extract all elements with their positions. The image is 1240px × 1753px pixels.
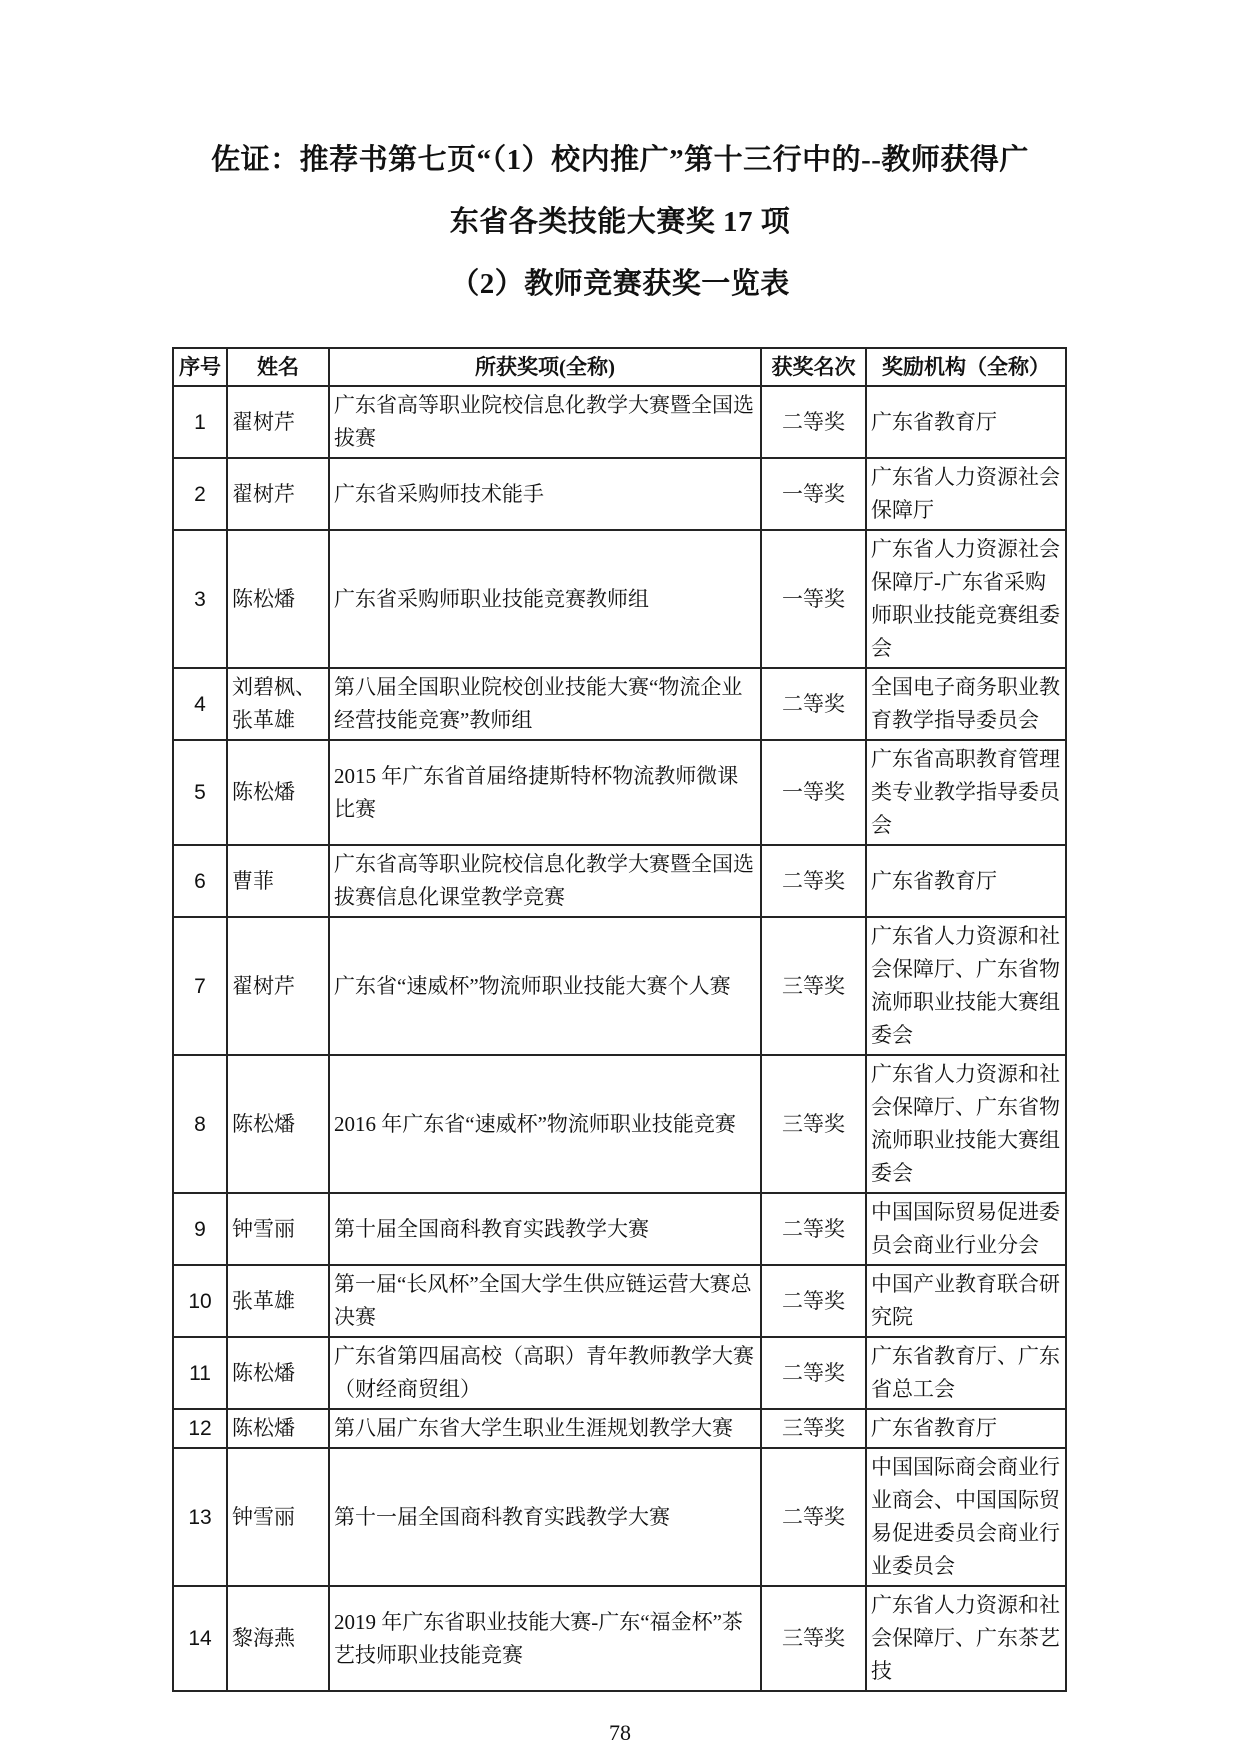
cell-name: 陈松燔 — [227, 1055, 329, 1193]
table-row — [173, 1055, 1066, 1193]
page-number: 78 — [609, 1720, 631, 1745]
cell-rank: 一等奖 — [761, 458, 866, 530]
cell-rank: 一等奖 — [761, 740, 866, 845]
cell-award: 第一届“长风杯”全国大学生供应链运营大赛总决赛 — [329, 1265, 761, 1337]
table-row — [173, 458, 1066, 530]
cell-index: 11 — [173, 1337, 227, 1409]
header-cell-index: 序号 — [173, 348, 227, 386]
cell-rank: 二等奖 — [761, 1265, 866, 1337]
cell-award: 第八届广东省大学生职业生涯规划教学大赛 — [329, 1409, 761, 1448]
cell-index: 8 — [173, 1055, 227, 1193]
cell-name: 钟雪丽 — [227, 1448, 329, 1586]
cell-index: 12 — [173, 1409, 227, 1448]
cell-name: 陈松燔 — [227, 1337, 329, 1409]
table-row — [173, 668, 1066, 740]
title-line-3: （2）教师竞赛获奖一览表 — [450, 268, 790, 300]
cell-name: 黎海燕 — [227, 1586, 329, 1691]
cell-name: 翟树芹 — [227, 458, 329, 530]
cell-index: 6 — [173, 845, 227, 917]
table-header-row — [173, 348, 1066, 386]
cell-index: 9 — [173, 1193, 227, 1265]
cell-name: 翟树芹 — [227, 386, 329, 458]
table-row — [173, 386, 1066, 458]
cell-rank: 三等奖 — [761, 1586, 866, 1691]
cell-index: 10 — [173, 1265, 227, 1337]
header-cell-award: 所获奖项(全称) — [329, 348, 761, 386]
cell-org: 广东省高职教育管理类专业教学指导委员会 — [866, 740, 1066, 845]
awards-table — [172, 347, 1067, 1692]
cell-award: 2015 年广东省首届络捷斯特杯物流教师微课比赛 — [329, 740, 761, 845]
cell-index: 2 — [173, 458, 227, 530]
cell-org: 全国电子商务职业教育教学指导委员会 — [866, 668, 1066, 740]
cell-rank: 二等奖 — [761, 1448, 866, 1586]
cell-org: 广东省人力资源社会保障厅-广东省采购师职业技能竞赛组委会 — [866, 530, 1066, 668]
cell-award: 第十届全国商科教育实践教学大赛 — [329, 1193, 761, 1265]
cell-name: 翟树芹 — [227, 917, 329, 1055]
cell-award: 广东省高等职业院校信息化教学大赛暨全国选拔赛信息化课堂教学竞赛 — [329, 845, 761, 917]
table-row — [173, 1586, 1066, 1691]
cell-award: 广东省采购师技术能手 — [329, 458, 761, 530]
cell-org: 中国产业教育联合研究院 — [866, 1265, 1066, 1337]
cell-name: 钟雪丽 — [227, 1193, 329, 1265]
cell-rank: 二等奖 — [761, 386, 866, 458]
cell-award: 广东省第四届高校（高职）青年教师教学大赛（财经商贸组） — [329, 1337, 761, 1409]
table-row — [173, 530, 1066, 668]
cell-org: 广东省人力资源和社会保障厅、广东茶艺技 — [866, 1586, 1066, 1691]
cell-rank: 一等奖 — [761, 530, 866, 668]
table-row — [173, 1448, 1066, 1586]
cell-name: 张革雄 — [227, 1265, 329, 1337]
title-line-1: 佐证：推荐书第七页“（1）校内推广”第十三行中的--教师获得广 — [211, 144, 1029, 176]
cell-award: 广东省“速威杯”物流师职业技能大赛个人赛 — [329, 917, 761, 1055]
cell-award: 2019 年广东省职业技能大赛-广东“福金杯”茶艺技师职业技能竞赛 — [329, 1586, 761, 1691]
cell-org: 广东省人力资源社会保障厅 — [866, 458, 1066, 530]
cell-index: 13 — [173, 1448, 227, 1586]
cell-index: 14 — [173, 1586, 227, 1691]
header-cell-name: 姓名 — [227, 348, 329, 386]
table-row — [173, 1265, 1066, 1337]
header-cell-rank: 获奖名次 — [761, 348, 866, 386]
cell-org: 中国国际商会商业行业商会、中国国际贸易促进委员会商业行业委员会 — [866, 1448, 1066, 1586]
cell-name: 刘碧枫、张革雄 — [227, 668, 329, 740]
cell-award: 广东省高等职业院校信息化教学大赛暨全国选拔赛 — [329, 386, 761, 458]
table-row — [173, 740, 1066, 845]
cell-name: 陈松燔 — [227, 1409, 329, 1448]
cell-rank: 三等奖 — [761, 917, 866, 1055]
cell-rank: 三等奖 — [761, 1409, 866, 1448]
cell-org: 广东省教育厅 — [866, 845, 1066, 917]
cell-rank: 二等奖 — [761, 668, 866, 740]
cell-award: 2016 年广东省“速威杯”物流师职业技能竞赛 — [329, 1055, 761, 1193]
cell-org: 中国国际贸易促进委员会商业行业分会 — [866, 1193, 1066, 1265]
table-row — [173, 1337, 1066, 1409]
cell-award: 第八届全国职业院校创业技能大赛“物流企业经营技能竞赛”教师组 — [329, 668, 761, 740]
awards-table-body — [173, 386, 1066, 1691]
cell-rank: 二等奖 — [761, 1193, 866, 1265]
table-row — [173, 917, 1066, 1055]
cell-index: 1 — [173, 386, 227, 458]
cell-org: 广东省教育厅、广东省总工会 — [866, 1337, 1066, 1409]
cell-org: 广东省人力资源和社会保障厅、广东省物流师职业技能大赛组委会 — [866, 1055, 1066, 1193]
cell-name: 陈松燔 — [227, 740, 329, 845]
cell-award: 广东省采购师职业技能竞赛教师组 — [329, 530, 761, 668]
header-cell-org: 奖励机构（全称） — [866, 348, 1066, 386]
cell-org: 广东省教育厅 — [866, 386, 1066, 458]
cell-org: 广东省人力资源和社会保障厅、广东省物流师职业技能大赛组委会 — [866, 917, 1066, 1055]
cell-award: 第十一届全国商科教育实践教学大赛 — [329, 1448, 761, 1586]
cell-rank: 三等奖 — [761, 1055, 866, 1193]
cell-index: 3 — [173, 530, 227, 668]
table-row — [173, 1409, 1066, 1448]
document-title — [0, 0, 1240, 303]
cell-name: 陈松燔 — [227, 530, 329, 668]
cell-org: 广东省教育厅 — [866, 1409, 1066, 1448]
cell-index: 4 — [173, 668, 227, 740]
title-line-2: 东省各类技能大赛奖 17 项 — [449, 206, 791, 238]
table-row — [173, 845, 1066, 917]
cell-rank: 二等奖 — [761, 845, 866, 917]
cell-name: 曹菲 — [227, 845, 329, 917]
table-row — [173, 1193, 1066, 1265]
cell-index: 5 — [173, 740, 227, 845]
cell-index: 7 — [173, 917, 227, 1055]
cell-rank: 二等奖 — [761, 1337, 866, 1409]
